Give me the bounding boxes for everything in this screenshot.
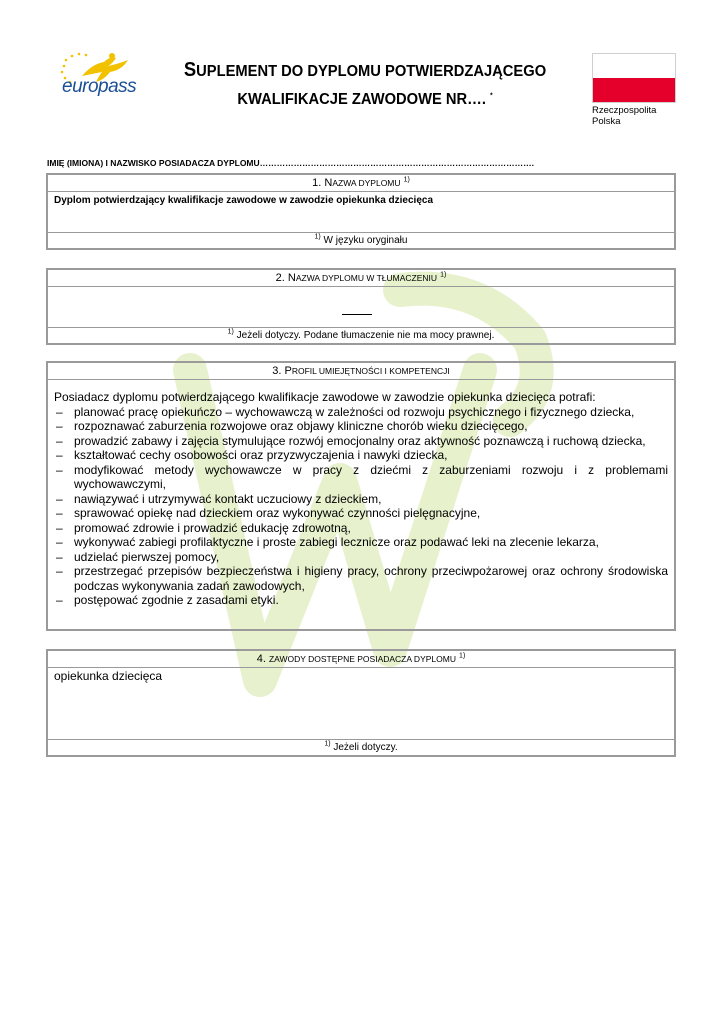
section-available-occupations xyxy=(46,649,676,757)
diploma-name-value: Dyplom potwierdzający kwalifikacje zawodowe w zawodzie opiekunka dziecięca xyxy=(54,195,434,206)
section-heading: 4. ZAWODY DOSTĘPNE POSIADACZA DYPLOMU $^{1)}$ xyxy=(48,651,674,668)
skills-list xyxy=(54,405,668,608)
list-item: – promować zdrowie i prowadzić edukację zdrowotną, xyxy=(54,521,668,536)
holder-name-field: IMIĘ (IMIONA) I NAZWISKO POSIADACZA DYPLOMU……………………………………………………………………………………. xyxy=(47,158,535,168)
page-title: SUPLEMENT DO DYPLOMU POTWIERDZAJĄCEGO KWALIFIKACJE ZAWODOWE NR…. * xyxy=(183,59,547,108)
list-item: – przestrzegać przepisów bezpieczeństwa i higieny pracy, ochrony przeciwpożarowej oraz ochrony środowiska podczas wykonywania zadań zawodowych, xyxy=(54,564,668,593)
section-heading: 3. PROFIL UMIEJĘTNOŚCI I KOMPETENCJI xyxy=(48,363,674,380)
section-skills-profile xyxy=(46,361,676,631)
europass-logo-text: europass xyxy=(62,76,137,97)
section-footnote: $^{1)}$ Jeżeli dotyczy. xyxy=(48,739,674,755)
europass-logo xyxy=(52,50,144,100)
list-item: – postępować zgodnie z zasadami etyki. xyxy=(54,593,668,608)
skills-intro: Posiadacz dyplomu potwierdzającego kwalifikacje zawodowe w zawodzie opiekunka dziecięca potrafi: xyxy=(54,390,596,404)
section-diploma-translation xyxy=(46,268,676,345)
list-item: – planować pracę opiekuńczo – wychowawczą w zależności od rozwoju psychicznego i fizycznego dziecka, xyxy=(54,405,668,420)
poland-flag xyxy=(592,53,676,103)
empty-translation-line xyxy=(342,314,372,315)
list-item: – modyfikować metody wychowawcze w pracy z dziećmi z zaburzeniami rozwoju i z problemami wychowawczymi, xyxy=(54,463,668,492)
section-footnote: $^{1)}$ W języku oryginału xyxy=(48,232,674,248)
occupation-value: opiekunka dziecięca xyxy=(54,669,163,683)
section-diploma-name xyxy=(46,173,676,250)
country-name: Rzeczpospolita Polska xyxy=(592,105,657,127)
list-item: – wykonywać zabiegi profilaktyczne i proste zabiegi lecznicze oraz podawać leki na zlecenie lekarza, xyxy=(54,535,668,550)
section-heading: 2. NAZWA DYPLOMU W TŁUMACZENIU $^{1)}$ xyxy=(48,270,674,287)
list-item: – kształtować cechy osobowości oraz przyzwyczajenia i nawyki dziecka, xyxy=(54,448,668,463)
section-footnote: $^{1)}$ Jeżeli dotyczy. Podane tłumaczenie nie ma mocy prawnej. xyxy=(48,327,674,343)
list-item: – nawiązywać i utrzymywać kontakt uczuciowy z dzieckiem, xyxy=(54,492,668,507)
list-item: – prowadzić zabawy i zajęcia stymulujące rozwój emocjonalny oraz aktywność poznawczą i ruchową dziecka, xyxy=(54,434,668,449)
list-item: – sprawować opiekę nad dzieckiem oraz wykonywać czynności pielęgnacyjne, xyxy=(54,506,668,521)
section-heading: 1. NAZWA DYPLOMU $^{1)}$ xyxy=(48,175,674,192)
list-item: – rozpoznawać zaburzenia rozwojowe oraz objawy kliniczne chorób wieku dziecięcego, xyxy=(54,419,668,434)
list-item: – udzielać pierwszej pomocy, xyxy=(54,550,668,565)
